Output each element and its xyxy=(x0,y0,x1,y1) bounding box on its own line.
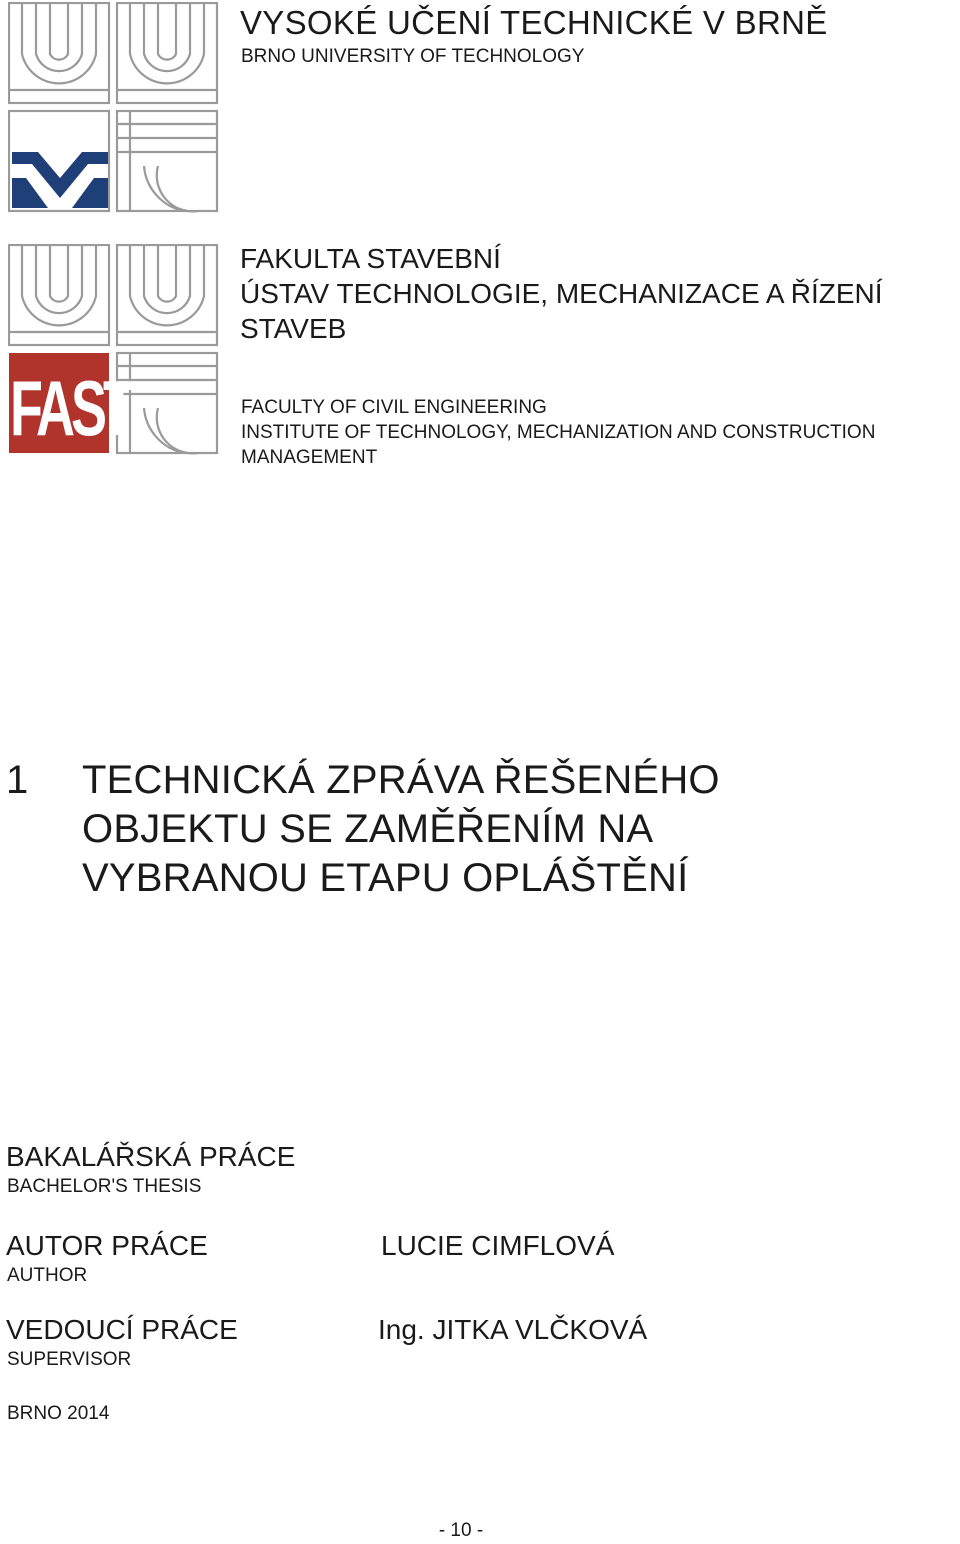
institute-name-cz-line2: STAVEB xyxy=(240,313,347,344)
author-label-cz: AUTOR PRÁCE xyxy=(6,1230,208,1261)
supervisor-label-cz: VEDOUCÍ PRÁCE xyxy=(6,1314,238,1345)
faculty-name-en: FACULTY OF CIVIL ENGINEERING xyxy=(241,397,547,418)
supervisor-label-en: SUPERVISOR xyxy=(7,1349,132,1370)
thesis-type-cz: BAKALÁŘSKÁ PRÁCE xyxy=(6,1141,296,1172)
thesis-title-line2: OBJEKTU SE ZAMĚŘENÍM NA xyxy=(82,807,654,851)
institute-name-en-line2: MANAGEMENT xyxy=(241,447,378,468)
thesis-title-line1: TECHNICKÁ ZPRÁVA ŘEŠENÉHO xyxy=(82,758,720,802)
thesis-title-line3: VYBRANOU ETAPU OPLÁŠTĚNÍ xyxy=(82,856,689,900)
supervisor-name: Ing. JITKA VLČKOVÁ xyxy=(378,1314,648,1345)
institute-name-en-line1: INSTITUTE OF TECHNOLOGY, MECHANIZATION AND CONSTRUCTION xyxy=(241,422,876,443)
university-logo xyxy=(8,2,220,214)
place-year: BRNO 2014 xyxy=(7,1403,110,1424)
thesis-type-en: BACHELOR'S THESIS xyxy=(7,1176,202,1197)
faculty-name-cz: FAKULTA STAVEBNÍ xyxy=(240,243,501,274)
fast-logo-lettering: FAST xyxy=(10,365,133,453)
chapter-number: 1 xyxy=(6,758,29,802)
page-number: - 10 - xyxy=(438,1520,484,1541)
author-name: LUCIE CIMFLOVÁ xyxy=(381,1230,615,1261)
institute-name-cz-line1: ÚSTAV TECHNOLOGIE, MECHANIZACE A ŘÍZENÍ xyxy=(240,278,883,309)
author-label-en: AUTHOR xyxy=(7,1265,88,1286)
university-name-cz: VYSOKÉ UČENÍ TECHNICKÉ V BRNĚ xyxy=(240,4,828,41)
university-name-en: BRNO UNIVERSITY OF TECHNOLOGY xyxy=(241,46,585,67)
